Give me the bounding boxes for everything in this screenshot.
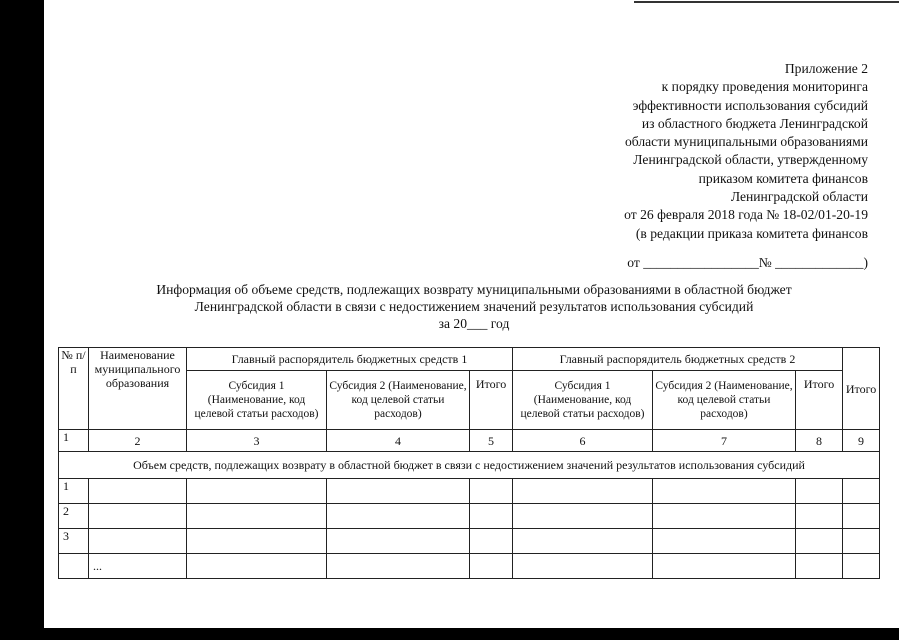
section-title: Объем средств, подлежащих возврату в областной бюджет в связи с недостижением значений результатов использования субсидий [59,452,880,479]
table-row [59,479,880,504]
row-number: 1 [59,479,89,504]
column-number: 7 [653,430,796,452]
title-line-2: Ленинградской области в связи с недостижением значений результатов использования субсидий [194,299,754,314]
approval-line: Ленинградской области [730,189,868,205]
header-subsidy-1: Субсидия 1 (Наименование, код целевой статьи расходов) [187,371,327,430]
header-subsidy-2: Субсидия 2 (Наименование, код целевой статьи расходов) [653,371,796,430]
table-cell [470,529,513,554]
scan-edge-line [634,1,899,3]
table-cell [470,504,513,529]
table-cell [327,479,470,504]
approval-line: приказом комитета финансов [698,170,868,186]
approval-line: области муниципальными образованиями [624,134,868,150]
table-cell [187,529,327,554]
table-cell [843,554,880,579]
table-cell [796,529,843,554]
table-cell [89,504,187,529]
column-number: 2 [89,430,187,452]
column-number: 1 [59,430,89,452]
table-cell [796,479,843,504]
table-cell [59,554,89,579]
table-cell [470,479,513,504]
table-cell [89,479,187,504]
table-cell [843,504,880,529]
column-number: 3 [187,430,327,452]
row-number: 3 [59,529,89,554]
header-municipality: Наименование муниципального образования [89,348,187,430]
table-cell [796,504,843,529]
approval-line: от 26 февраля 2018 года № 18-02/01-20-19 [624,207,868,223]
header-subtotal: Итого [470,371,513,430]
approval-line: Приложение 2 [784,61,868,76]
column-number: 5 [470,430,513,452]
table-cell [843,479,880,504]
table-cell [796,554,843,579]
table-cell [187,554,327,579]
header-num: № п/п [59,348,89,430]
table-row [59,554,880,579]
approval-line: (в редакции приказа комитета финансов [635,225,868,241]
table-cell [513,479,653,504]
table-row [59,504,880,529]
table-cell [653,479,796,504]
approval-line: эффективности использования субсидий [632,97,868,113]
table-cell [327,504,470,529]
header-distributor-1: Главный распорядитель бюджетных средств 1 [187,348,513,371]
approval-line: Ленинградской области, утвержденному [633,152,868,168]
report-table [58,347,880,579]
table-cell [187,479,327,504]
table-cell [327,529,470,554]
header-subsidy-1: Субсидия 1 (Наименование, код целевой статьи расходов) [513,371,653,430]
table-cell [653,554,796,579]
document-title [104,281,844,332]
approval-block [568,60,868,272]
table-cell [513,504,653,529]
table-cell [653,504,796,529]
table-cell [513,554,653,579]
header-total: Итого [843,348,880,430]
column-number: 4 [327,430,470,452]
header-distributor-2: Главный распорядитель бюджетных средств 2 [513,348,843,371]
column-number: 9 [843,430,880,452]
table-cell [843,529,880,554]
table-cell [187,504,327,529]
approval-blank-line: от _________________№ _____________) [627,254,868,270]
title-line-1: Информация об объеме средств, подлежащих возврату муниципальными образованиями в областной бюджет [156,282,792,297]
header-subtotal: Итого [796,371,843,430]
title-line-3: за 20___ год [438,316,510,331]
approval-line: к порядку проведения мониторинга [661,79,868,95]
document-page [44,0,899,628]
table-cell [470,554,513,579]
table-row [59,529,880,554]
header-subsidy-2: Субсидия 2 (Наименование, код целевой статьи расходов) [327,371,470,430]
row-number: ... [89,554,187,579]
column-number: 8 [796,430,843,452]
table-cell [513,529,653,554]
row-number: 2 [59,504,89,529]
table-cell [89,529,187,554]
column-number: 6 [513,430,653,452]
table-cell [653,529,796,554]
approval-line: из областного бюджета Ленинградской [641,115,868,131]
table-cell [327,554,470,579]
